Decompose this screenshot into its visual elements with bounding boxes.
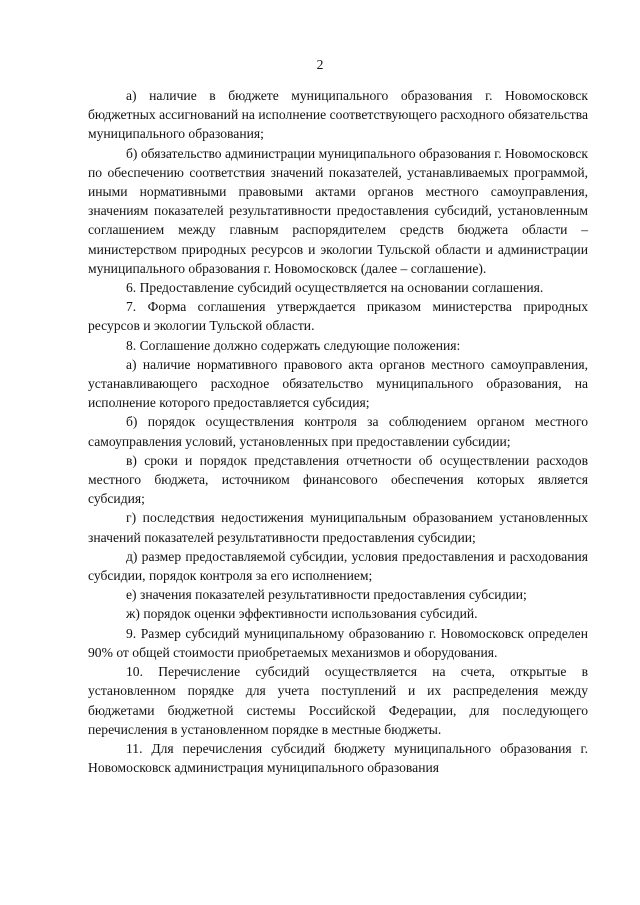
- paragraph-8-a: а) наличие нормативного правового акта органов местного самоуправления, устанавливающего расходное обязательство муниципального образования, на исполнение которого предоставляется субсидия;: [88, 356, 588, 411]
- paragraph-7: 7. Форма соглашения утверждается приказом министерства природных ресурсов и экологии Тульской области.: [88, 299, 588, 334]
- paragraph-item-b-obligation: б) обязательство администрации муниципального образования г. Новомосковск по обеспечению соответствия значений показателей, устанавливаемых программой, иными нормативными правовыми актами органов местного самоуправления, значениям показателей результативности предоставления субсидий, установленным соглашением между главным распорядителем средств бюджета области – министерством природных ресурсов и экологии Тульской области и администрации муниципального образования г. Новомосковск (далее – соглашение).: [88, 145, 588, 276]
- paragraph-8-d: д) размер предоставляемой субсидии, условия предоставления и расходования субсидии, порядок контроля за его исполнением;: [88, 548, 588, 584]
- paragraph-9: 9. Размер субсидий муниципальному образованию г. Новомосковск определен 90% от общей стоимости приобретаемых механизмов и оборудования.: [88, 625, 588, 660]
- paragraph-6: 6. Предоставление субсидий осуществляется на основании соглашения.: [126, 280, 544, 296]
- paragraph-8-g: г) последствия недостижения муниципальным образованием установленных значений показателей результативности предоставления субсидии;: [88, 510, 588, 545]
- paragraph-8-v: в) сроки и порядок представления отчетности об осуществлении расходов местного бюджета, источником финансового обеспечения которых является субсидия;: [88, 452, 588, 507]
- paragraph-item-a-budget: а) наличие в бюджете муниципального образования г. Новомосковск бюджетных ассигнований на исполнение соответствующего расходного обязательства муниципального образования;: [88, 88, 588, 142]
- paragraph-8-zh: ж) порядок оценки эффективности использования субсидий.: [126, 606, 478, 622]
- paragraph-10: 10. Перечисление субсидий осуществляется на счета, открытые в установленном порядке для учета поступлений и их распределения между бюджетами бюджетной системы Российской Федерации, для последующего перечисления в установленном порядке в местные бюджеты.: [88, 664, 588, 737]
- paragraph-8-e: е) значения показателей результативности предоставления субсидии;: [126, 587, 527, 603]
- document-body: [88, 86, 588, 777]
- paragraph-11: 11. Для перечисления субсидий бюджету муниципального образования г. Новомосковск администрация муниципального образования: [88, 740, 588, 776]
- paragraph-8-b: б) порядок осуществления контроля за соблюдением органом местного самоуправления условий, установленных при предоставлении субсидии;: [88, 414, 588, 449]
- page-number: 2: [316, 57, 324, 72]
- paragraph-8: 8. Соглашение должно содержать следующие положения:: [126, 337, 461, 353]
